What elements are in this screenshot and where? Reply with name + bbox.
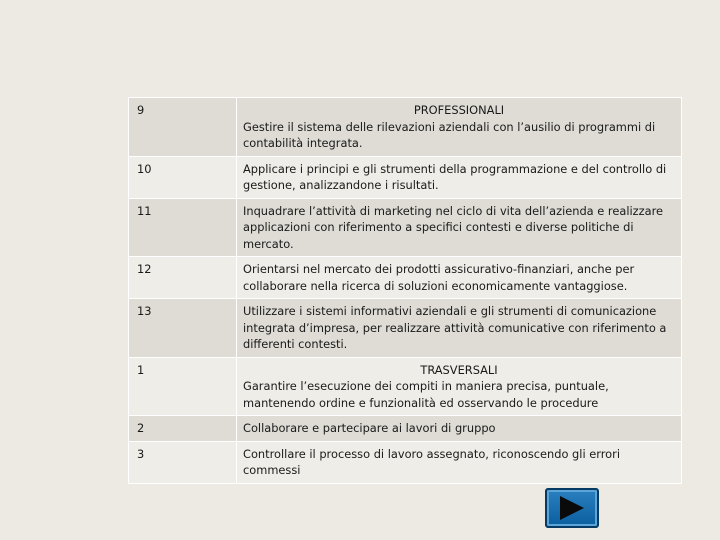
next-slide-button[interactable] (545, 488, 599, 528)
table-row (129, 357, 682, 416)
competency-cell (237, 98, 682, 157)
competency-description: Collaborare e partecipare ai lavori di gruppo (243, 421, 496, 435)
competency-cell (237, 257, 682, 299)
competency-description: Inquadrare l’attività di marketing nel ciclo di vita dell’azienda e realizzare applicazioni con riferimento a specifici contesti e diverse politiche di mercato. (243, 203, 664, 251)
competency-number: 13 (129, 299, 237, 358)
competency-number: 10 (129, 156, 237, 198)
competency-description: Applicare i principi e gli strumenti della programmazione e del controllo di gestione, analizzandone i risultati. (243, 161, 667, 192)
table-row (129, 98, 682, 157)
table-row (129, 441, 682, 483)
competency-number: 2 (129, 416, 237, 442)
competency-number: 3 (129, 441, 237, 483)
table-row (129, 416, 682, 442)
section-heading-trasversali: TRASVERSALI (420, 362, 498, 377)
competency-description: Controllare il processo di lavoro assegnato, riconoscendo gli errori commessi (243, 446, 620, 477)
competency-number: 1 (129, 357, 237, 416)
competency-cell (237, 198, 682, 257)
competency-cell (237, 416, 682, 442)
competency-cell (237, 299, 682, 358)
play-next-icon (558, 495, 586, 521)
competency-number: 11 (129, 198, 237, 257)
competency-cell (237, 357, 682, 416)
competency-number: 9 (129, 98, 237, 157)
competency-description: Gestire il sistema delle rilevazioni aziendali con l’ausilio di programmi di contabilità integrata. (243, 119, 656, 150)
table-row (129, 299, 682, 358)
competency-cell (237, 156, 682, 198)
table-row (129, 156, 682, 198)
table-row (129, 257, 682, 299)
competency-description: Orientarsi nel mercato dei prodotti assicurativo-finanziari, anche per collaborare nella ricerca di soluzioni economicamente vantaggiose. (243, 262, 635, 293)
competencies-table-container (128, 97, 682, 484)
competencies-table (128, 97, 682, 484)
competency-description: Garantire l’esecuzione dei compiti in maniera precisa, puntuale, mantenendo ordine e funzionalità ed osservando le procedure (243, 379, 609, 410)
table-row (129, 198, 682, 257)
competency-cell (237, 441, 682, 483)
section-heading-professionali: PROFESSIONALI (413, 103, 505, 117)
competency-number: 12 (129, 257, 237, 299)
competency-description: Utilizzare i sistemi informativi aziendali e gli strumenti di comunicazione integrata d’impresa, per realizzare attività comunicative con riferimento a differenti contesti. (243, 304, 667, 351)
